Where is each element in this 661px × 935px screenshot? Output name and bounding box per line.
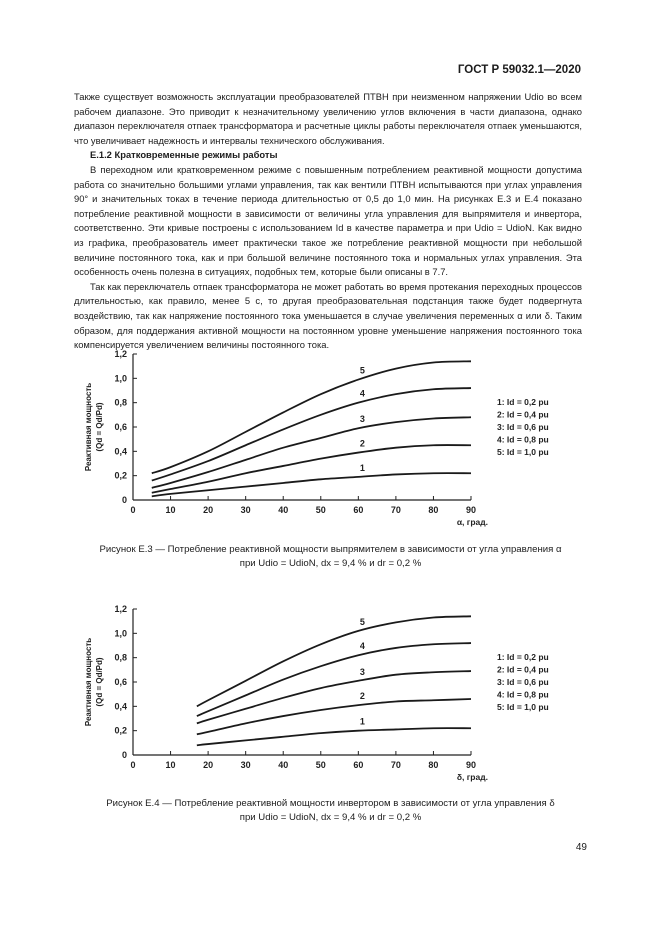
standard-header: ГОСТ Р 59032.1—2020 [457, 64, 581, 76]
series-label-2: 2 [359, 691, 365, 702]
series-label-4: 4 [359, 388, 365, 399]
series-line-4 [197, 643, 471, 716]
x-tick-label: 80 [428, 760, 439, 770]
series-label-4: 4 [359, 641, 365, 652]
y-tick-label: 0,6 [114, 422, 127, 432]
y-tick-label: 1,2 [114, 349, 127, 359]
y-tick-label: 0,8 [114, 652, 127, 663]
y-tick-label: 1,0 [114, 373, 127, 384]
series-label-5: 5 [359, 365, 365, 376]
legend-entry: 2: Id = 0,4 pu [497, 664, 549, 675]
x-tick-label: 30 [240, 505, 251, 515]
series-line-4 [152, 388, 471, 480]
series-label-2: 2 [359, 438, 365, 449]
y-tick-label: 0,6 [114, 677, 127, 687]
figure-e3-caption [40, 543, 621, 571]
series-label-1: 1 [359, 462, 365, 473]
caption-line-1: Рисунок Е.3 — Потребление реактивной мощности выпрямителем в зависимости от угла управления α [99, 544, 562, 555]
series-label-5: 5 [359, 616, 365, 627]
figure-e4-caption [40, 797, 621, 825]
y-tick-label: 0 [121, 495, 127, 505]
x-tick-label: 30 [240, 760, 251, 770]
x-tick-label: 70 [390, 760, 401, 770]
legend-entry: 3: Id = 0,6 pu [497, 677, 549, 687]
legend-entry: 1: Id = 0,2 pu [497, 652, 549, 662]
series-line-1 [152, 473, 471, 496]
series-line-3 [197, 671, 471, 723]
legend-entry: 3: Id = 0,6 pu [497, 422, 549, 432]
caption-line-2: при Udio = UdioN, dx = 9,4 % и dr = 0,2 % [239, 558, 422, 569]
chart-svg [0, 340, 661, 535]
y-axis-label: Реактивная мощность [84, 637, 93, 727]
y-tick-label: 1,2 [114, 604, 127, 614]
paragraph-2: В переходном или кратковременном режиме с повышенным потреблением реактивной мощности допустима работа со значительно большими углами управления, так как вентили ПТВН испытываются при углах управления 90° и значительных токах в течение периода длительностью от 0,5 до 1,0 мин. На рисунках Е.3 и Е.4 показано потребление реактивной мощности в зависимости от величины угла управления для выпрямителя и инвертора, соответственно. Эти кривые построены с использованием Id в качестве параметра и при Udio = UdioN. Как видно из графика, преобразователь имеет практически такое же потребление реактивной мощности при небольшой величине постоянного тока, как и при большой величине постоянного тока и нормальных углах управления. Эта особенность очень полезна в ситуациях, подобных тем, которые были описаны в 7.7. [74, 163, 582, 278]
series-line-5 [152, 361, 471, 473]
y-tick-label: 1,0 [114, 628, 127, 639]
chart-svg [0, 595, 661, 790]
paragraph-3: Так как переключатель отпаек трансформатора не может работать во время протекания переходных процессов длительностью, как правило, менее 5 с, то другая преобразовательная подстанция также будет подвергнута воздействию, так как напряжение постоянного тока уменьшается в случае увеличения переменных α или δ. Таким образом, для поддержания активной мощности на постоянном уровне уменьшение напряжения постоянного тока компенсируется увеличением величины постоянного тока. [74, 280, 582, 351]
y-tick-label: 0,2 [114, 470, 127, 481]
x-tick-label: 60 [353, 505, 364, 515]
y-axis-label: Реактивная мощность [84, 382, 93, 472]
body-text [74, 90, 582, 353]
legend-entry: 4: Id = 0,8 pu [497, 434, 549, 445]
y-tick-label: 0,8 [114, 397, 127, 408]
figure-e4-chart [0, 595, 661, 790]
x-tick-label: 90 [465, 505, 477, 515]
page-number: 49 [575, 842, 587, 853]
legend-entry: 2: Id = 0,4 pu [497, 409, 549, 420]
caption-line-1: Рисунок Е.4 — Потребление реактивной мощности инвертором в зависимости от угла управления δ [106, 798, 555, 809]
x-tick-label: 0 [130, 760, 136, 770]
series-label-3: 3 [359, 666, 365, 677]
paragraph-1: Также существует возможность эксплуатации преобразователей ПТВН при неизменном напряжении Udio во всем рабочем диапазоне. Это приводит к незначительному увеличению углов включения в части диапазона, однако диапазон переключателя отпаек трансформатора и расчетные циклы работы переключателя отпаек уменьшаются, что увеличивает надежность и интервалы технического обслуживания. [74, 91, 582, 146]
x-tick-label: 70 [390, 505, 401, 515]
x-axis-label: δ, град. [456, 772, 488, 782]
x-tick-label: 0 [130, 505, 136, 515]
legend-entry: 5: Id = 1,0 pu [497, 702, 549, 712]
x-tick-label: 40 [278, 760, 289, 770]
x-tick-label: 20 [203, 505, 214, 515]
x-tick-label: 90 [465, 760, 477, 770]
section-heading: Е.1.2 Кратковременные режимы работы [90, 149, 278, 161]
x-tick-label: 10 [165, 760, 176, 770]
y-tick-label: 0 [121, 750, 127, 760]
series-line-3 [152, 417, 471, 488]
y-tick-label: 0,4 [114, 701, 127, 712]
series-line-2 [152, 445, 471, 493]
legend-entry: 4: Id = 0,8 pu [497, 689, 549, 700]
legend-entry: 1: Id = 0,2 pu [497, 397, 549, 407]
x-axis-label: α, град. [456, 517, 488, 527]
x-tick-label: 40 [278, 505, 289, 515]
caption-line-2: при Udio = UdioN, dx = 9,4 % и dr = 0,2 % [239, 812, 422, 823]
y-tick-label: 0,4 [114, 446, 127, 457]
series-line-1 [197, 728, 471, 745]
x-tick-label: 80 [428, 505, 439, 515]
y-tick-label: 0,2 [114, 725, 127, 736]
x-tick-label: 60 [353, 760, 364, 770]
y-axis-label: (Qd = Qd/Pd) [95, 657, 104, 707]
x-tick-label: 50 [315, 505, 326, 515]
figure-e3-chart [0, 340, 661, 535]
legend-entry: 5: Id = 1,0 pu [497, 447, 549, 457]
x-tick-label: 20 [203, 760, 214, 770]
x-tick-label: 10 [165, 505, 176, 515]
y-axis-label: (Qd = Qd/Pd) [95, 402, 104, 452]
series-label-1: 1 [359, 716, 365, 727]
x-tick-label: 50 [315, 760, 326, 770]
series-label-3: 3 [359, 414, 365, 425]
